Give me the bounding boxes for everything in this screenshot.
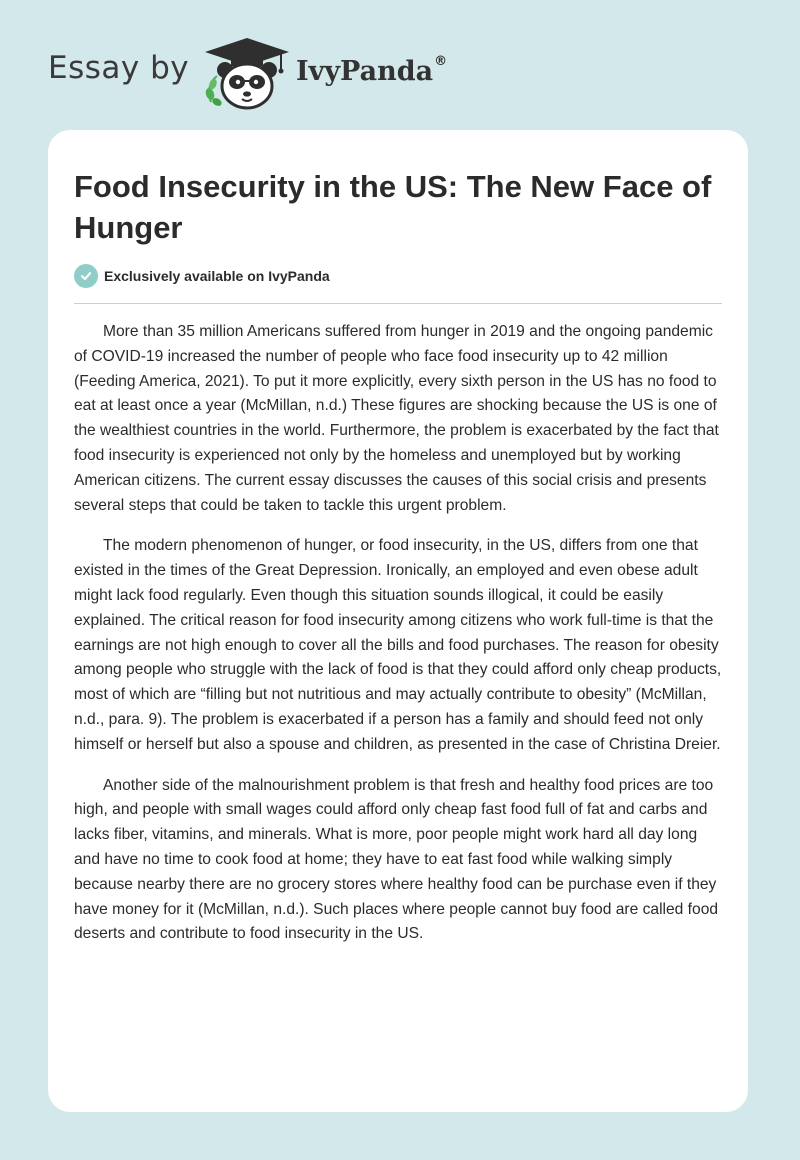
registered-mark: ® — [434, 54, 448, 69]
essay-body — [74, 320, 724, 963]
essay-title: Food Insecurity in the US: The New Face of Hunger — [74, 169, 712, 245]
paragraph-2: The modern phenomenon of hunger, or food insecurity, in the US, differs from one that existed in the times of the Great Depression. Ironically, an employed and even obese adult might lack food regularly. Even though this situation sounds illogical, it could be easily explained. The critical reason for food insecurity among citizens who work full-time is that the earnings are not high enough to cover all the bills and food purchases. The reason for obesity among people who struggle with the lack of food is that they could afford only cheap products, most of which are “filling but not nutritious and may actually contribute to obesity” (McMillan, n.d., para. 9). The problem is exacerbated if a person has a family and should feed not only himself or herself but also a spouse and children, as presented in the case of Christina Dreier. — [74, 537, 722, 753]
check-icon — [74, 264, 98, 288]
essay-by-label: Essay by — [48, 50, 190, 86]
paragraph-3: Another side of the malnourishment problem is that fresh and healthy food prices are too high, and people with small wages could afford only cheap fast food full of fat and carbs and lacks fiber, vitamins, and minerals. What is more, poor people might work hard all day long and have no time to cook food at home; they have to eat fast food while walking simply because nearby there are no grocery stores where healthy food can be purchase even if they have money for it (McMillan, n.d.). Such places where people cannot buy food are called food deserts and contribute to food insecurity in the US. — [74, 776, 719, 943]
site-header — [48, 36, 548, 116]
essay-card — [48, 130, 748, 1112]
exclusive-badge — [74, 264, 330, 288]
brand-name[interactable] — [296, 56, 446, 87]
divider — [74, 303, 722, 304]
exclusive-label: Exclusively available on IvyPanda — [104, 268, 330, 284]
paragraph-1: More than 35 million Americans suffered from hunger in 2019 and the ongoing pandemic of COVID-19 increased the number of people who face food insecurity up to 42 million (Feeding America, 2021). To put it more explicitly, every sixth person in the US has no food to eat at least once a year (McMillan, n.d.) These figures are shocking because the US is one of the wealthiest countries in the world. Furthermore, the problem is exacerbated by the fact that food insecurity is experienced not only by the homeless and unemployed but by working American citizens. The current essay discusses the causes of this social crisis and presents several steps that could be taken to tackle this urgent problem. — [74, 323, 719, 514]
panda-logo-icon[interactable] — [201, 36, 293, 110]
brand-label: IvyPanda — [296, 56, 434, 87]
